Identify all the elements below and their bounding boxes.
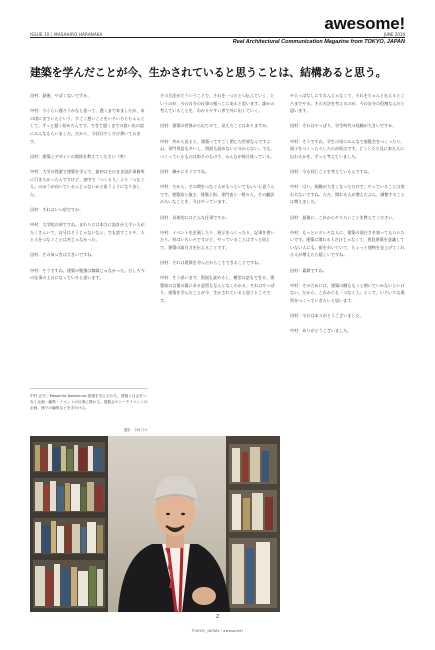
paragraph: 中村：ありがとうございました。: [290, 328, 352, 334]
profile-caption: 中村 正宏／Masahiro Nakamura 建築を学んだのち、建築と社会をつなぐ企画・編集・イベントの仕事に携わる。展覧会やトークイベントの企画、冊子の編集などを手がける。: [30, 388, 148, 437]
interview-photo: [30, 436, 280, 612]
paragraph: 田村：建築とデザインの関係を教えてください（笑）: [30, 153, 128, 159]
interview-photo-illustration: [30, 436, 280, 612]
page-footer: TOKYO, JAPAN / awesome!: [191, 629, 244, 633]
paragraph: 田村：具体的にはどんな仕事ですか。: [160, 214, 230, 220]
article-headline: 建築を学んだことが今、生かされていると思うことは、結構あると思う。: [30, 66, 387, 79]
paragraph: 中村：そうですね。建築の勉強は無駄じゃなかった。むしろ今の仕事の土台になっていると思います。: [30, 267, 145, 281]
magazine-logo: awesome!: [324, 14, 405, 33]
paragraph: 中村：そう思います。図面も読めるし、模型の話もできる。建築家の言葉の裏にある意図もなんとなくわかる。それはやっぱり、建築を学んだことが今、生かされていると思うところです。: [160, 275, 275, 304]
article-column-3: [290, 92, 408, 612]
paragraph: 中村：外から見ると、建築ってすごく閉じた世界なんですよね。専門用語も多いし、図面も読めないと分からない。でも、つくっているものは街そのもので、みんなが毎日使っている。: [160, 138, 275, 159]
article-column-2: [160, 92, 278, 392]
article-column-1: [30, 92, 148, 386]
paragraph: 中村：大学院の頃ですね。まわりには本当に設計が上手い人がたくさんいて、自分はそうじゃないなと。でも話すことや、人と人をつなぐことは苦じゃなかった。: [30, 222, 145, 243]
paragraph: 田村：それは建築を学んだからこそできることですね。: [160, 260, 263, 266]
paragraph: 中村：だから、その間をつなぐ人がもっといてもいいと思うんです。建築家と施主、建築と街、専門家と一般の人。その翻訳みたいなことを、今はやっています。: [160, 184, 275, 205]
page-number: 2: [215, 614, 220, 620]
paragraph: 中村：イベントを企画したり、展示をつくったり、記事を書いたり。形はいろいろですけど、やっていることはずっと同じで、建築の面白さを伝えることです。: [160, 229, 275, 250]
issue-date: JUNE 2016: [383, 32, 405, 37]
magazine-tagline: Real Architectural Communication Magazine from TOKYO, JAPAN: [232, 39, 405, 45]
paragraph: 田村：最後、やばくないですか。: [30, 93, 92, 98]
paragraph: 田村：それはいつ頃ですか。: [30, 206, 84, 212]
paragraph: 田村：最後に、これからやりたいことを教えてください。: [290, 214, 397, 220]
header-rule: [30, 37, 405, 38]
paragraph: 中村：もっといろいろな人に、建築の面白さを知ってもらいたいです。建築に関わる人だけじゃなくて、普段建築を意識していない人にも。街を歩いていて、ちょっと建物を見上げてくれる人が増えたら嬉しいですね。: [290, 229, 405, 258]
paragraph: 田村：それはやっぱり、学生時代の経験が大きいですか。: [290, 123, 397, 129]
paragraph: 中村：大学の授業で建築を学んで、最初はそのまま設計事務所に行きたかったんですけど、途中で「つくる人」より「つなぐ人」のほうが向いているんじゃないかと思うようになりました。: [30, 168, 145, 197]
paragraph: 田村：建築の世界から出てみて、見えたことはありますか。: [160, 123, 271, 129]
paragraph: やらっぱなしにするんじゃなくて、それをちゃんと伝えるところまでやる。その方法を考えるのが、今の自分の役割なんだと思います。: [290, 93, 405, 114]
paragraph: 田村：今も同じことを考えているんですね。: [290, 168, 372, 174]
paragraph: 田村：今日はありがとうございました。: [290, 313, 364, 319]
paragraph: 中村：今ぐらい遅ろうかなと思って、遅くまで来ましたが、あの頃にまでいたという、すごく悪いことをいろいろとちゃんとして、ずっと遅く始めたんです、できて遅くまでの思い出の話にみんなもらいました。だから、今回は少しだけ書いてみます。: [30, 108, 145, 144]
photo-credit: 撮影：小林 ほか: [123, 428, 148, 432]
paragraph: その方法がどういうことで、それを一つひとつ伝えていく、というのが、今の自分の仕事の根っこにあると思います。誰かの考えていることを、わかりやすい形で外に出していく。: [160, 93, 275, 114]
paragraph: 中村：はい。規模が大きくなっただけで、やっていることは変わらないですね。ただ、関わる人が増えたぶん、調整することは増えました。: [290, 184, 405, 205]
paragraph: 中村：そうですね。学生の頃にみんなで展覧会をつくったり、冊子をつくったりしたのが原点です。どうしたら見に来た人に伝わるかを、ずっと考えていました。: [290, 138, 405, 159]
paragraph: 中村：そのためには、建築の側ももっと開いていかないといけない。だから、これからも「つなぐ人」として、いろいろな場所をつくっていきたいと思います。: [290, 282, 405, 304]
paragraph: 田村：素敵ですね。: [290, 267, 327, 273]
paragraph: 田村：その気づきは大きいですね。: [30, 252, 96, 258]
issue-label: ISSUE 10 | MASAHIRO HARANAKA: [30, 32, 103, 37]
paragraph: 田村：確かにそうですね。: [160, 168, 210, 174]
